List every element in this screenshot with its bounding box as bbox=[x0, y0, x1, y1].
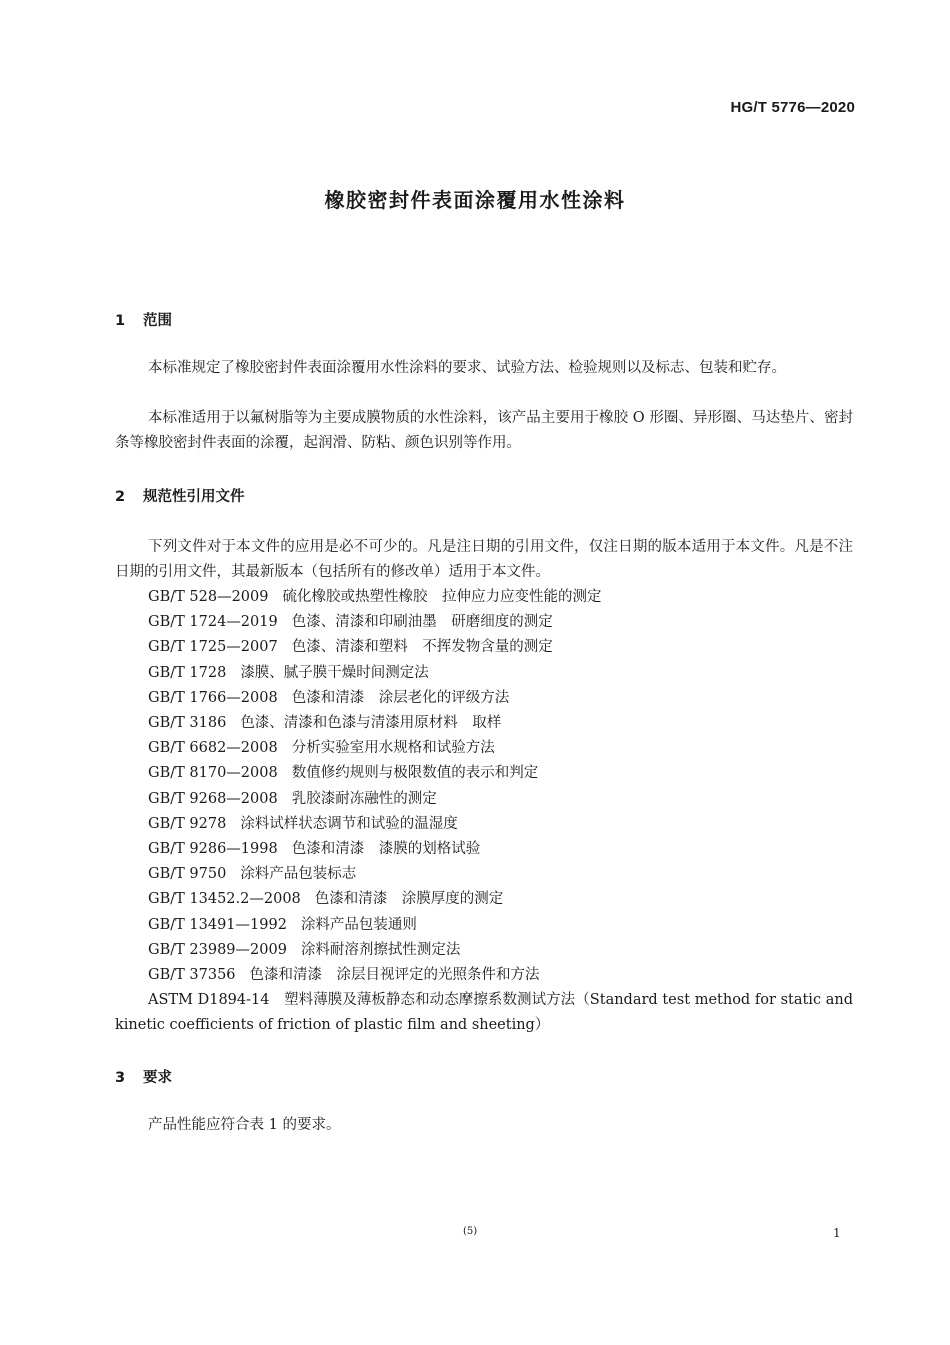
reference-code: GB/T 1728 bbox=[148, 664, 227, 681]
reference-list bbox=[148, 585, 601, 988]
reference-title: 色漆、清漆和塑料 不挥发物含量的测定 bbox=[291, 639, 553, 656]
reference-code: GB/T 13491—1992 bbox=[148, 916, 287, 933]
list-item bbox=[148, 761, 601, 786]
page-number: 1 bbox=[833, 1226, 841, 1240]
standard-code: HG/T 5776—2020 bbox=[730, 99, 855, 116]
reference-code: GB/T 8170—2008 bbox=[148, 765, 278, 782]
reference-code: GB/T 9268—2008 bbox=[148, 790, 278, 807]
reference-title: 硫化橡胶或热塑性橡胶 拉伸应力应变性能的测定 bbox=[282, 589, 602, 605]
document-title: 橡胶密封件表面涂覆用水性涂料 bbox=[324, 188, 626, 212]
section-title: 要求 bbox=[143, 1070, 172, 1086]
reference-title: 涂料试样状态调节和试验的温湿度 bbox=[240, 815, 458, 832]
reference-title: 色漆和清漆 涂膜厚度的测定 bbox=[314, 891, 504, 908]
reference-title: 色漆和清漆 漆膜的划格试验 bbox=[291, 841, 481, 858]
reference-code: GB/T 9286—1998 bbox=[148, 841, 278, 858]
list-item bbox=[148, 661, 601, 686]
list-item bbox=[148, 862, 601, 887]
section-title: 范围 bbox=[143, 313, 172, 329]
reference-title: 分析实验室用水规格和试验方法 bbox=[291, 740, 495, 757]
section-3-heading bbox=[115, 1066, 172, 1087]
list-item bbox=[148, 887, 601, 912]
reference-title: 数值修约规则与极限数值的表示和判定 bbox=[291, 765, 539, 782]
section-title: 规范性引用文件 bbox=[143, 489, 245, 505]
list-item bbox=[148, 711, 601, 736]
reference-title: 色漆和清漆 涂层老化的评级方法 bbox=[291, 689, 510, 706]
list-item bbox=[148, 913, 601, 938]
reference-title: 色漆和清漆 涂层目视评定的光照条件和方法 bbox=[249, 967, 540, 984]
section-number: 1 bbox=[115, 313, 126, 329]
reference-code: GB/T 1725—2007 bbox=[148, 639, 278, 656]
section-2-heading bbox=[115, 485, 245, 506]
reference-title: 漆膜、腻子膜干燥时间测定法 bbox=[240, 664, 429, 681]
list-item bbox=[148, 635, 601, 660]
reference-code: GB/T 23989—2009 bbox=[148, 941, 287, 958]
section-1-heading bbox=[115, 309, 172, 330]
reference-code: GB/T 37356 bbox=[148, 967, 236, 984]
reference-code: GB/T 13452.2—2008 bbox=[148, 891, 301, 908]
reference-title: 色漆、清漆和印刷油墨 研磨细度的测定 bbox=[291, 614, 553, 631]
reference-title: 涂料耐溶剂擦拭性测定法 bbox=[300, 941, 461, 958]
reference-code: GB/T 9750 bbox=[148, 866, 227, 883]
list-item bbox=[148, 610, 601, 635]
reference-title: 涂料产品包装标志 bbox=[240, 866, 357, 883]
section-number: 3 bbox=[115, 1070, 126, 1086]
list-item bbox=[148, 938, 601, 963]
reference-code: GB/T 6682—2008 bbox=[148, 740, 278, 757]
list-item bbox=[148, 585, 601, 610]
reference-code: GB/T 1724—2019 bbox=[148, 614, 278, 631]
reference-code: GB/T 1766—2008 bbox=[148, 689, 278, 706]
list-item bbox=[148, 686, 601, 711]
list-item bbox=[148, 787, 601, 812]
list-item bbox=[148, 963, 601, 988]
reference-code: GB/T 9278 bbox=[148, 815, 227, 832]
reference-code: GB/T 3186 bbox=[148, 715, 227, 732]
list-item bbox=[148, 812, 601, 837]
astm-reference: ASTM D1894-14 塑料薄膜及薄板静态和动态摩擦系数测试方法（Standard test method for static and kinetic coefficients of friction of plastic film and sheeting） bbox=[115, 992, 853, 1033]
reference-title: 色漆、清漆和色漆与清漆用原材料 取样 bbox=[240, 715, 502, 732]
list-item bbox=[148, 837, 601, 862]
reference-title: 乳胶漆耐冻融性的测定 bbox=[291, 790, 437, 807]
page-marker: (5) bbox=[463, 1226, 478, 1237]
reference-title: 涂料产品包装通则 bbox=[300, 916, 417, 933]
scope-paragraph-1: 本标准规定了橡胶密封件表面涂覆用水性涂料的要求、试验方法、检验规则以及标志、包装和贮存。 bbox=[148, 360, 786, 376]
list-item bbox=[148, 736, 601, 761]
references-intro: 下列文件对于本文件的应用是必不可少的。凡是注日期的引用文件，仅注日期的版本适用于本文件。凡是不注日期的引用文件，其最新版本（包括所有的修改单）适用于本文件。 bbox=[115, 539, 853, 580]
scope-paragraph-2: 本标准适用于以氟树脂等为主要成膜物质的水性涂料，该产品主要用于橡胶 O 形圈、异形圈、马达垫片、密封条等橡胶密封件表面的涂覆，起润滑、防粘、颜色识别等作用。 bbox=[115, 410, 853, 451]
reference-code: GB/T 528—2009 bbox=[148, 589, 269, 605]
section-number: 2 bbox=[115, 489, 126, 505]
requirements-paragraph: 产品性能应符合表 1 的要求。 bbox=[148, 1117, 341, 1133]
